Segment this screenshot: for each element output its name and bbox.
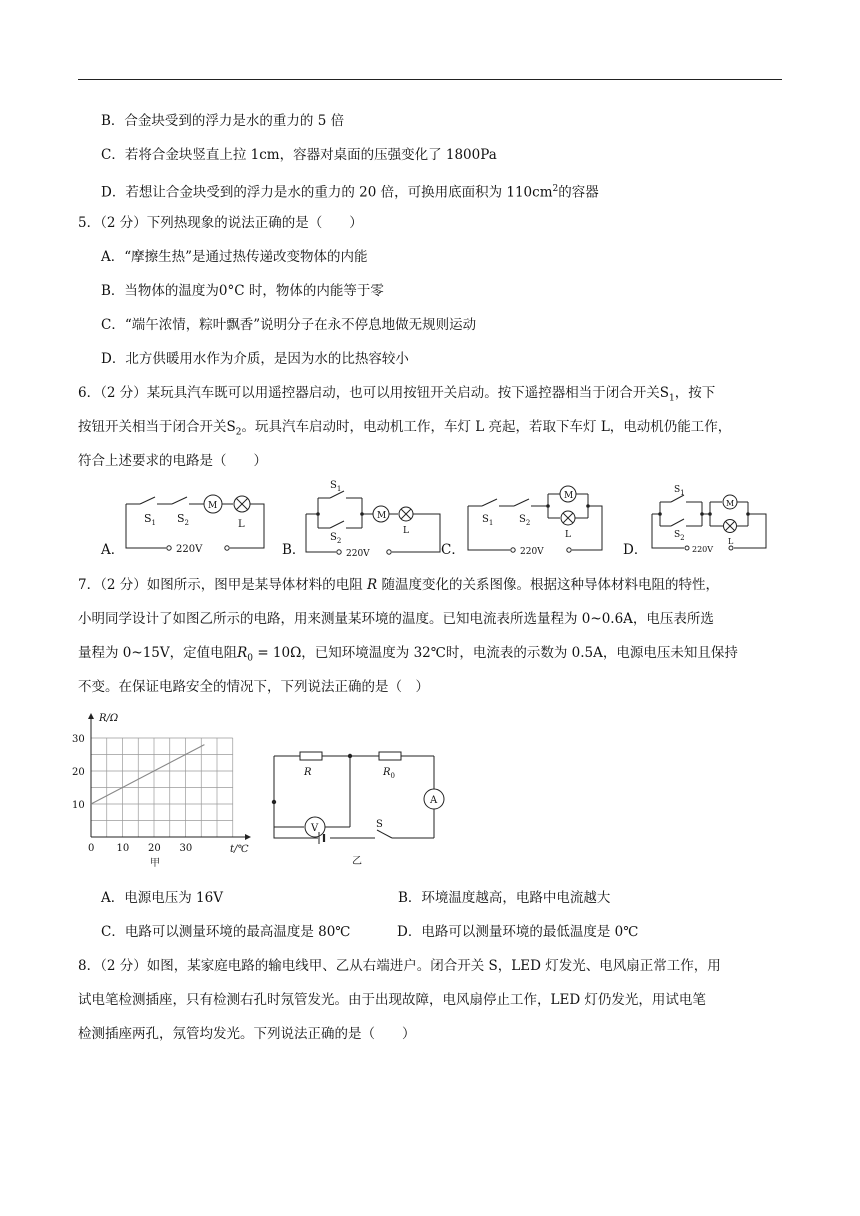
q7-option-b[interactable]: B．环境温度越高，电路中电流越大	[398, 890, 611, 906]
yi-v: V	[311, 823, 319, 834]
y-tick-label: 10	[72, 800, 85, 811]
a-l: L	[238, 519, 245, 530]
x-tick-label: 20	[148, 843, 161, 854]
q7-option-a[interactable]: A．电源电压为 16V	[101, 890, 223, 906]
q6-l1-end: ，按下	[674, 385, 716, 401]
q6-option-c-label[interactable]: C．	[441, 542, 465, 558]
y-tick-label: 30	[72, 734, 85, 745]
chart-ylabel: R/Ω	[99, 713, 119, 724]
d-220v: 220V	[692, 545, 714, 554]
q7-circuit-yi	[268, 748, 444, 866]
q6-option-a-label[interactable]: A．	[101, 542, 125, 558]
c-s2: $S_2$	[519, 514, 531, 527]
q8-stem-line3: 检测插座两孔，氖管均发光。下列说法正确的是（ ）	[78, 1026, 416, 1042]
q8-stem-line2: 试电笔检测插座，只有检测右孔时氖管发光。由于出现故障，电风扇停止工作，LED 灯仍发光，用试电笔	[78, 992, 706, 1008]
q4-d-text: D．若想让合金块受到的浮力是水的重力的 20 倍，可换用底面积为 110cm	[101, 184, 553, 201]
d-s2: $S_2$	[674, 530, 685, 542]
b-220v: 220V	[346, 549, 370, 559]
q7-l1-end: 随温度变化的关系图像。根据这种导体材料电阻的特性，	[377, 577, 719, 593]
q6-l1-sub: 1	[668, 393, 675, 404]
series-line	[91, 745, 204, 804]
q4-option-d[interactable]	[101, 179, 599, 203]
q7-l3: 量程为 0~15V，定值电阻	[78, 645, 238, 661]
a-m: M	[208, 501, 218, 511]
d-l: L	[728, 537, 734, 546]
q4-d-end: 的容器	[558, 184, 599, 201]
b-s2: $S_2$	[330, 532, 342, 545]
c-220v: 220V	[520, 547, 544, 557]
q5-option-b[interactable]: B．当物体的温度为0°C 时，物体的内能等于零	[101, 283, 384, 299]
q4-d-sup: 2	[552, 184, 559, 194]
q5-option-d[interactable]: D．北方供暖用水作为介质，是因为水的比热容较小	[101, 351, 409, 367]
x-tick-label: 30	[179, 843, 193, 854]
yi-a: A	[430, 795, 438, 806]
chart-caption-jia: 甲	[150, 858, 160, 869]
q6-circuit-c[interactable]	[462, 482, 612, 558]
q7-chart-jia	[70, 705, 260, 870]
q5-option-a[interactable]: A．“摩擦生热”是通过热传递改变物体的内能	[101, 249, 368, 265]
q7-l3-r0: R	[237, 645, 248, 661]
c-m: M	[564, 491, 574, 501]
q6-stem-line1	[78, 383, 715, 409]
b-m: M	[377, 511, 387, 521]
d-m: M	[726, 499, 735, 508]
yi-s: S	[376, 819, 383, 830]
header-rule	[78, 79, 782, 80]
a-s1: $S_1$	[144, 512, 157, 527]
chart-caption-yi: 乙	[352, 856, 362, 867]
a-s2: $S_2$	[177, 512, 190, 527]
q7-stem-line2: 小明同学设计了如图乙所示的电路，用来测量某环境的温度。已知电流表所选量程为 0~0.6A，电压表所选	[78, 611, 714, 627]
yi-r: R	[304, 767, 312, 778]
q6-stem-line2	[78, 417, 731, 443]
q6-circuit-a[interactable]	[120, 488, 270, 558]
c-l: L	[565, 530, 571, 540]
q7-l3-sub: 0	[247, 653, 254, 664]
q5-option-c[interactable]: C．“端午浓情，粽叶飘香”说明分子在永不停息地做无规则运动	[101, 317, 477, 333]
q7-l1-r: R	[367, 577, 378, 593]
q6-l2: 按钮开关相当于闭合开关S	[78, 419, 236, 435]
q6-option-d-label[interactable]: D．	[623, 542, 648, 558]
b-l: L	[403, 526, 409, 536]
q8-stem-line1: 8．（2 分）如图，某家庭电路的输电线甲、乙从右端进户。闭合开关 S，LED 灯发光、电风扇正常工作，用	[78, 958, 721, 974]
chart-xlabel: t/℃	[230, 844, 249, 855]
q7-stem-line1	[78, 575, 719, 595]
q6-circuit-b[interactable]	[300, 482, 450, 558]
q6-option-b-label[interactable]: B．	[282, 542, 306, 558]
q7-stem-line4: 不变。在保证电路安全的情况下，下列说法正确的是（ ）	[78, 679, 429, 695]
q6-l2-end: 。玩具汽车启动时，电动机工作，车灯 L 亮起，若取下车灯 L，电动机仍能工作，	[241, 419, 732, 435]
q6-stem-line3: 符合上述要求的电路是（ ）	[78, 453, 267, 469]
q5-stem: 5．（2 分）下列热现象的说法正确的是（ ）	[78, 215, 363, 231]
q7-l1: 7．（2 分）如图所示，图甲是某导体材料的电阻	[78, 577, 368, 593]
q6-l1: 6．（2 分）某玩具汽车既可以用遥控器启动，也可以用按钮开关启动。按下遥控器相当于闭合开关S	[78, 385, 669, 401]
q7-option-d[interactable]: D．电路可以测量环境的最低温度是 0℃	[397, 924, 639, 940]
d-s1: $S_1$	[674, 485, 685, 497]
x-tick-label: 0	[88, 843, 95, 854]
c-s1: $S_1$	[482, 514, 494, 527]
q6-l2-sub: 2	[235, 427, 242, 438]
q7-stem-line3	[78, 643, 738, 669]
y-tick-label: 20	[72, 767, 85, 778]
x-tick-label: 10	[116, 843, 130, 854]
q7-option-c[interactable]: C．电路可以测量环境的最高温度是 80℃	[101, 924, 351, 940]
b-s1: $S_1$	[330, 480, 342, 493]
yi-r0: $R_0$	[383, 767, 395, 780]
q4-option-c[interactable]: C．若将合金块竖直上拉 1cm，容器对桌面的压强变化了 1800Pa	[101, 147, 497, 163]
q6-circuit-d[interactable]	[646, 482, 776, 558]
a-220v: 220V	[176, 544, 203, 555]
q4-option-b[interactable]: B．合金块受到的浮力是水的重力的 5 倍	[101, 113, 345, 129]
q7-l3-end: = 10Ω，已知环境温度为 32℃时，电流表的示数为 0.5A，电源电压未知且保持	[253, 645, 738, 661]
